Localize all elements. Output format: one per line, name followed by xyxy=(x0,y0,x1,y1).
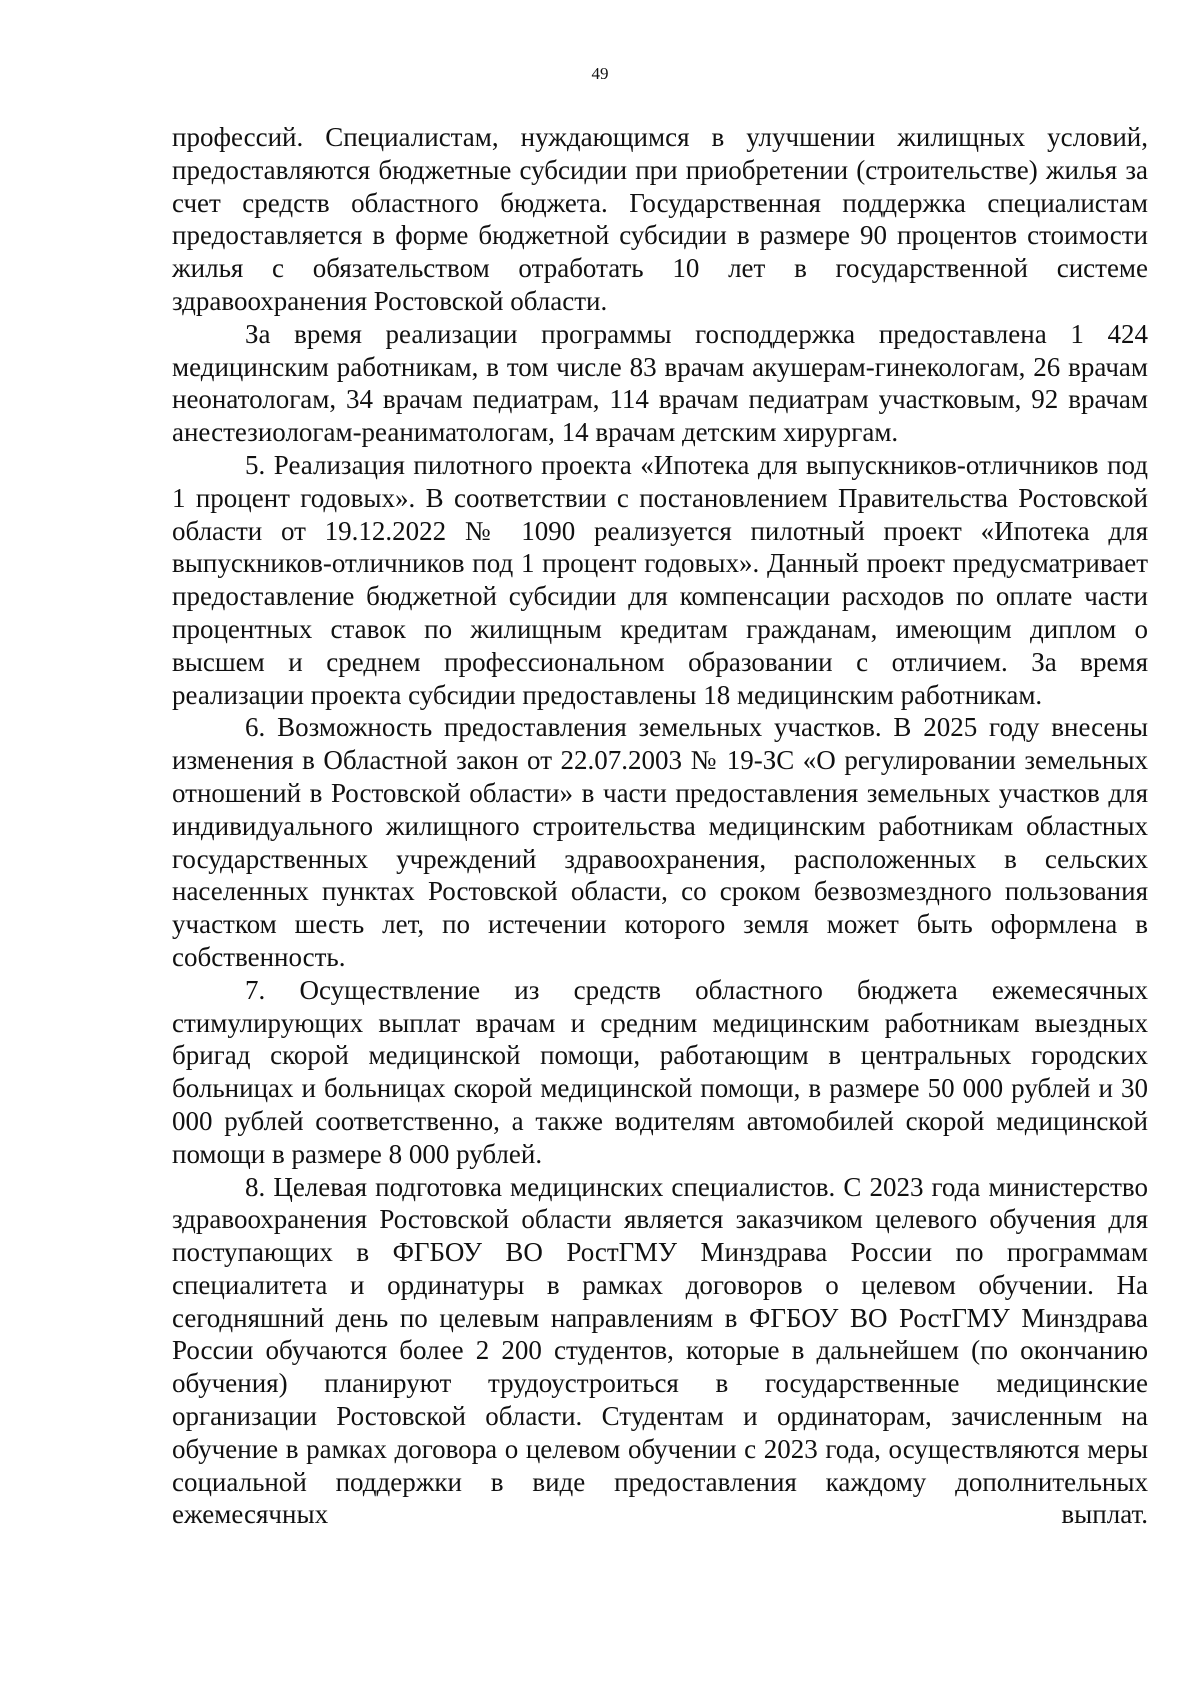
paragraph-item-8-targeted-training: 8. Целевая подготовка медицинских специалистов. С 2023 года министерство здравоохранения Ростовской области является заказчиком целевого обучения для поступающих в ФГБОУ ВО РостГМУ Минздрава России по программам специалитета и ординатуры в рамках договоров о целевом обучении. На сегодняшний день по целевым направлениям в ФГБОУ ВО РостГМУ Минздрава России обучаются более 2 200 студентов, которые в дальнейшем (по окончанию обучения) планируют трудоустроиться в государственные медицинские организации Ростовской области. Студентам и ординаторам, зачисленным на обучение в рамках договора о целевом обучении с 2023 года, осуществляются меры социальной поддержки в виде предоставления каждому дополнительных ежемесячных выплат. xyxy=(172,1171,1148,1530)
paragraph-state-support-stats: За время реализации программы господдержка предоставлена 1 424 медицинским работникам, в том числе 83 врачам акушерам-гинекологам, 26 врачам неонатологам, 34 врачам педиатрам, 114 врачам педиатрам участковым, 92 врачам анестезиологам-реаниматологам, 14 врачам детским хирургам. xyxy=(172,318,1148,448)
page-number: 49 xyxy=(591,64,609,83)
paragraph-item-7-ambulance-payments: 7. Осуществление из средств областного бюджета ежемесячных стимулирующих выплат врачам и средним медицинским работникам выездных бригад скорой медицинской помощи, работающим в центральных городских больницах и больницах скорой медицинской помощи, в размере 50 000 рублей и 30 000 рублей соответственно, а также водителям автомобилей скорой медицинской помощи в размере 8 000 рублей. xyxy=(172,974,1148,1169)
paragraph-item-6-land-plots: 6. Возможность предоставления земельных участков. В 2025 году внесены изменения в Областной закон от 22.07.2003 № 19-ЗС «О регулировании земельных отношений в Ростовской области» в части предоставления земельных участков для индивидуального жилищного строительства медицинским работникам областных государственных учреждений здравоохранения, расположенных в сельских населенных пунктах Ростовской области, со сроком безвозмездного пользования участком шесть лет, по истечении которого земля может быть оформлена в собственность. xyxy=(172,712,1148,972)
document-body xyxy=(172,121,1148,1531)
paragraph-item-5-mortgage: 5. Реализация пилотного проекта «Ипотека для выпускников-отличников под 1 процент годовых». В соответствии с постановлением Правительства Ростовской области от 19.12.2022 № 1090 реализуется пилотный проект «Ипотека для выпускников-отличников под 1 процент годовых». Данный проект предусматривает предоставление бюджетной субсидии для компенсации расходов по оплате части процентных ставок по жилищным кредитам гражданам, имеющим диплом о высшем и среднем профессиональном образовании с отличием. За время реализации проекта субсидии предоставлены 18 медицинским работникам. xyxy=(172,449,1148,710)
paragraph-continuation: профессий. Специалистам, нуждающимся в улучшении жилищных условий, предоставляются бюджетные субсидии при приобретении (строительстве) жилья за счет средств областного бюджета. Государственная поддержка специалистам предоставляется в форме бюджетной субсидии в размере 90 процентов стоимости жилья с обязательством отработать 10 лет в государственной системе здравоохранения Ростовской области. xyxy=(172,122,1148,316)
